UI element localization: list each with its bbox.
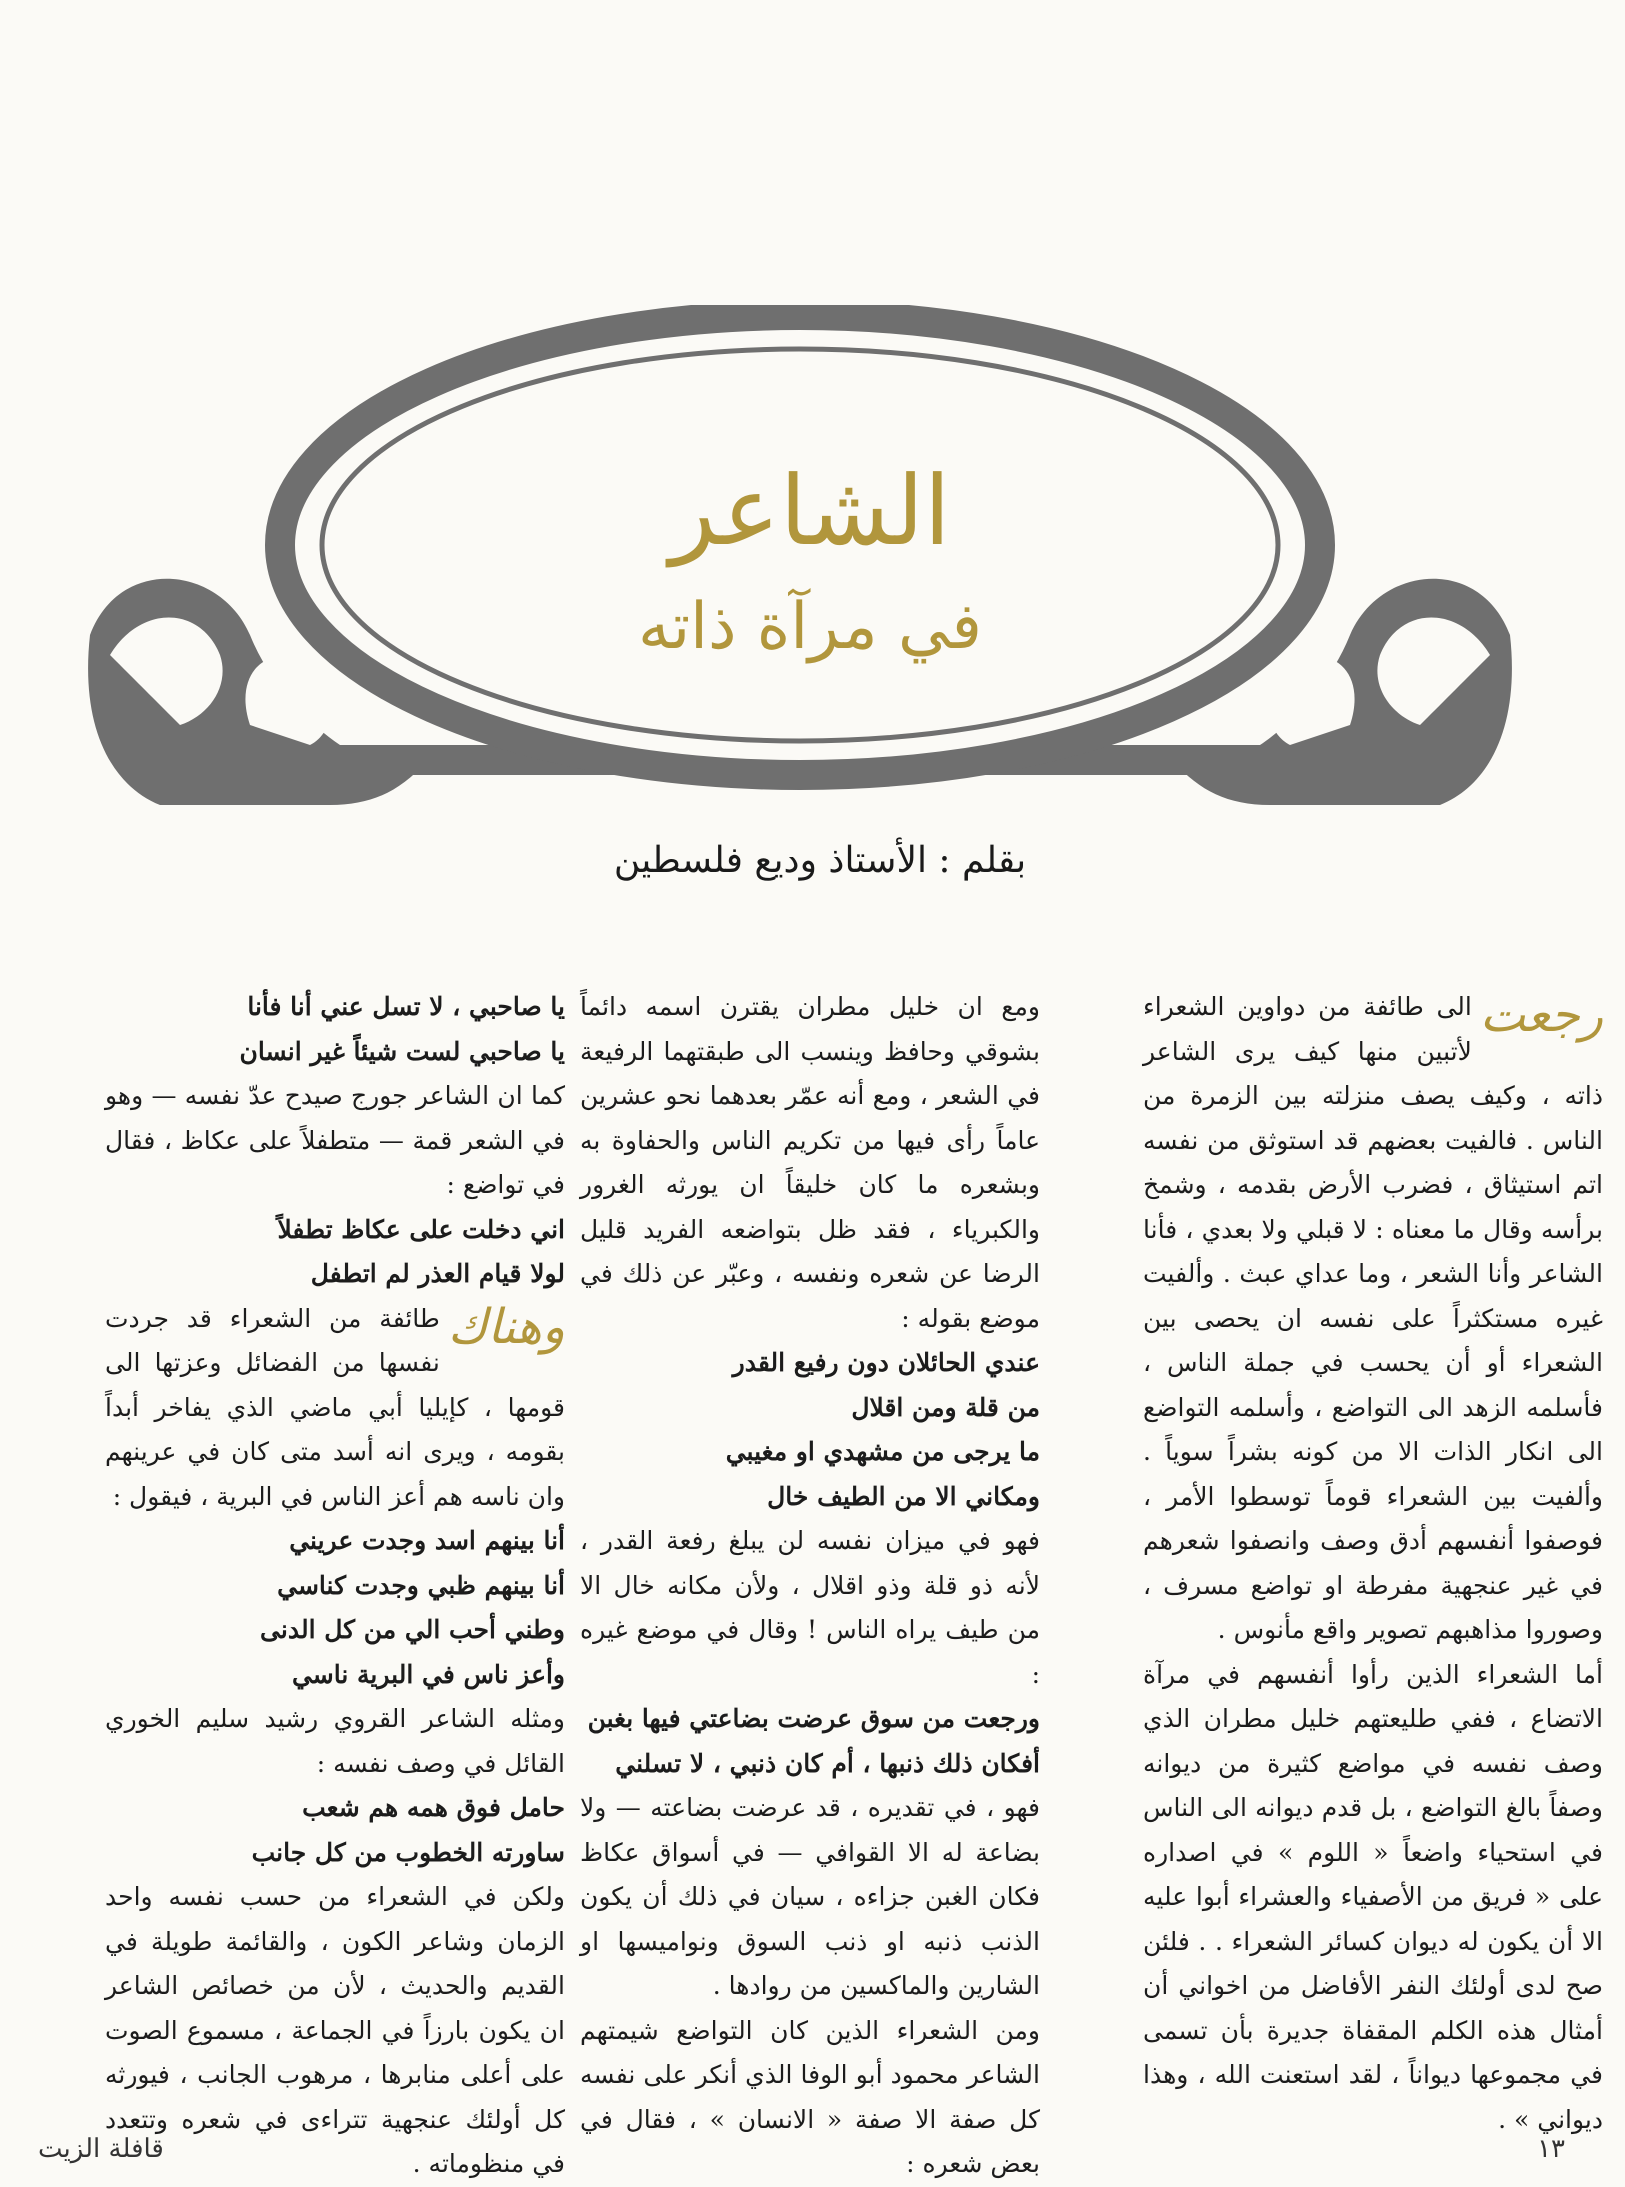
paragraph-text: الى طائفة من دواوين الشعراء لأتبين منها كيف يرى الشاعر ذاته ، وكيف يصف منزلته بين الزمرة من الناس . فالفيت بعضهم قد استوثق من نفسه اتم استيثاق ، فضرب الأرض بقدمه ، وشمخ برأسه وقال ما معناه : لا قبلي ولا بعدي ، فأنا الشاعر وأنا الشعر ، وما عداي عبث . وألفيت غيره مستكثراً على نفسه ان يحصى بين الشعراء أو أن يحسب في جملة الناس ، فأسلمه الزهد الى التواضع ، وأسلمه التواضع الى انكار الذات الا من كونه بشراً سوياً . وألفيت بين الشعراء قوماً توسطوا الأمر ، فوصفوا أنفسهم أدق وصف وانصفوا شعرهم في غير عنجهية مفرطة او تواضع مسرف ، وصوروا مذاهبهم تصوير واقع مأنوس .: [1143, 992, 1603, 1644]
paragraph: ومثله الشاعر القروي رشيد سليم الخوري القائل في وصف نفسه :: [105, 1704, 565, 1778]
article-title-line1: الشاعر: [669, 455, 951, 567]
text-column-middle: [580, 985, 1040, 2187]
verse-line: ومكاني الا من الطيف خال: [767, 1481, 1040, 1511]
verse-line: اني دخلت على عكاظ تطفلاً: [277, 1214, 565, 1244]
magazine-name: قافلة الزيت: [38, 2134, 164, 2164]
paragraph: ولكن في الشعراء من حسب نفسه واحد الزمان وشاعر الكون ، والقائمة طويلة في القديم والحديث ، لأن من خصائص الشاعر ان يكون بارزاً في الجماعة ، مسموع الصوت على أعلى منابرها ، مرهوب الجانب ، فيورثه كل أولئك عنجهية تتراءى في شعره وتتعدد في منظوماته .: [105, 1882, 565, 2178]
verse-line: لولا قيام العذر لم اتطفل: [310, 1259, 565, 1288]
author-byline: بقلم : الأستاذ وديع فلسطين: [613, 840, 1027, 881]
verse-line: يا صاحبي لست شيئاً غير انسان: [239, 1036, 565, 1066]
verse-line: أنا بينهم ظبي وجدت كناسي: [277, 1570, 565, 1600]
paragraph: ومع ان خليل مطران يقترن اسمه دائماً بشوقي وحافظ وينسب الى طبقتهما الرفيعة في الشعر ، ومع أنه عمّر بعدهما نحو عشرين عاماً رأى فيها من تكريم الناس والحفاوة به وبشعره ما كان خليقاً ان يورثه الغرور والكبرياء ، فقد ظل بتواضعه الفريد قليل الرضا عن شعره ونفسه ، وعبّر عن ذلك في موضع بقوله :: [580, 992, 1040, 1333]
paragraph: ومن الشعراء الذين كان التواضع شيمتهم الشاعر محمود أبو الوفا الذي أنكر على نفسه كل صفة الا صفة « الانسان » ، فقال في بعض شعره :: [580, 2015, 1040, 2178]
paragraph: كما ان الشاعر جورج صيدح عدّ نفسه — وهو في الشعر قمة — متطفلاً على عكاظ ، فقال في تواضع :: [105, 1081, 565, 1199]
paragraph: أما الشعراء الذين رأوا أنفسهم في مرآة الاتضاع ، ففي طليعتهم خليل مطران الذي وصف نفسه في مواضع كثيرة من ديوانه وصفاً بالغ التواضع ، بل قدم ديوانه الى الناس في استحياء واضعاً « اللوم » في اصداره على « فريق من الأصفياء والعشراء أبوا عليه الا أن يكون له ديوان كسائر الشعراء . . فلئن صح لدى أولئك النفر الأفاضل من اخواني أن أمثال هذه الكلم المقفاة جديرة بأن تسمى في مجموعها ديواناً ، لقد استعنت الله ، وهذا ديواني » .: [1143, 1659, 1603, 2134]
text-column-left: [105, 985, 565, 2187]
paragraph: فهو في ميزان نفسه لن يبلغ رفعة القدر ، لأنه ذو قلة وذو اقلال ، ولأن مكانه خال الا من طيف يراه الناس ! وقال في موضع غيره :: [580, 1526, 1040, 1689]
paragraph: [1143, 985, 1603, 1653]
verse-line: عندي الحائلان دون رفيع القدر: [732, 1348, 1040, 1377]
verse-line: ما يرجى من مشهدي او مغيبي: [725, 1437, 1040, 1466]
text-column-right: [1143, 985, 1603, 2142]
paragraph: [105, 1297, 565, 1520]
verse-line: أفكان ذلك ذنبها ، أم كان ذنبي ، لا تسلني: [615, 1748, 1040, 1778]
verse-line: وأعز ناس في البرية ناسي: [291, 1659, 565, 1689]
verse-line: من قلة ومن اقلال: [851, 1392, 1040, 1422]
drop-cap-word: رجعت: [1479, 987, 1603, 1043]
verse-line: حامل فوق همه هم شعب: [302, 1793, 565, 1822]
page-number: ١٣: [1537, 2134, 1565, 2164]
verse-line: ورجعت من سوق عرضت بضاعتي فيها بغبن: [587, 1704, 1040, 1733]
article-title-line2: في مرآة ذاته: [638, 590, 982, 664]
verse-line: وطني أحب الي من كل الدنى: [260, 1615, 565, 1644]
paragraph-text: طائفة من الشعراء قد جردت نفسها من الفضائل وعزتها الى قومها ، كإيليا أبي ماضي الذي يفاخر أبداً بقومه ، ويرى انه أسد متى كان في عرينهم وان ناسه هم أعز الناس في البرية ، فيقول :: [105, 1303, 565, 1511]
verse-line: ساورته الخطوب من كل جانب: [251, 1837, 565, 1867]
drop-cap-word: وهناك: [447, 1298, 565, 1355]
verse-line: أنا بينهم اسد وجدت عريني: [289, 1526, 565, 1555]
paragraph: فهو ، في تقديره ، قد عرضت بضاعته — ولا بضاعة له الا القوافي — في أسواق عكاظ فكان الغبن جزاءه ، سيان في ذلك أن يكون الذنب ذنبه او ذنب السوق ونواميسها او الشارين والماكسين من روادها .: [580, 1793, 1040, 2000]
verse-line: يا صاحبي ، لا تسل عني أنا فأنا: [247, 992, 565, 1021]
